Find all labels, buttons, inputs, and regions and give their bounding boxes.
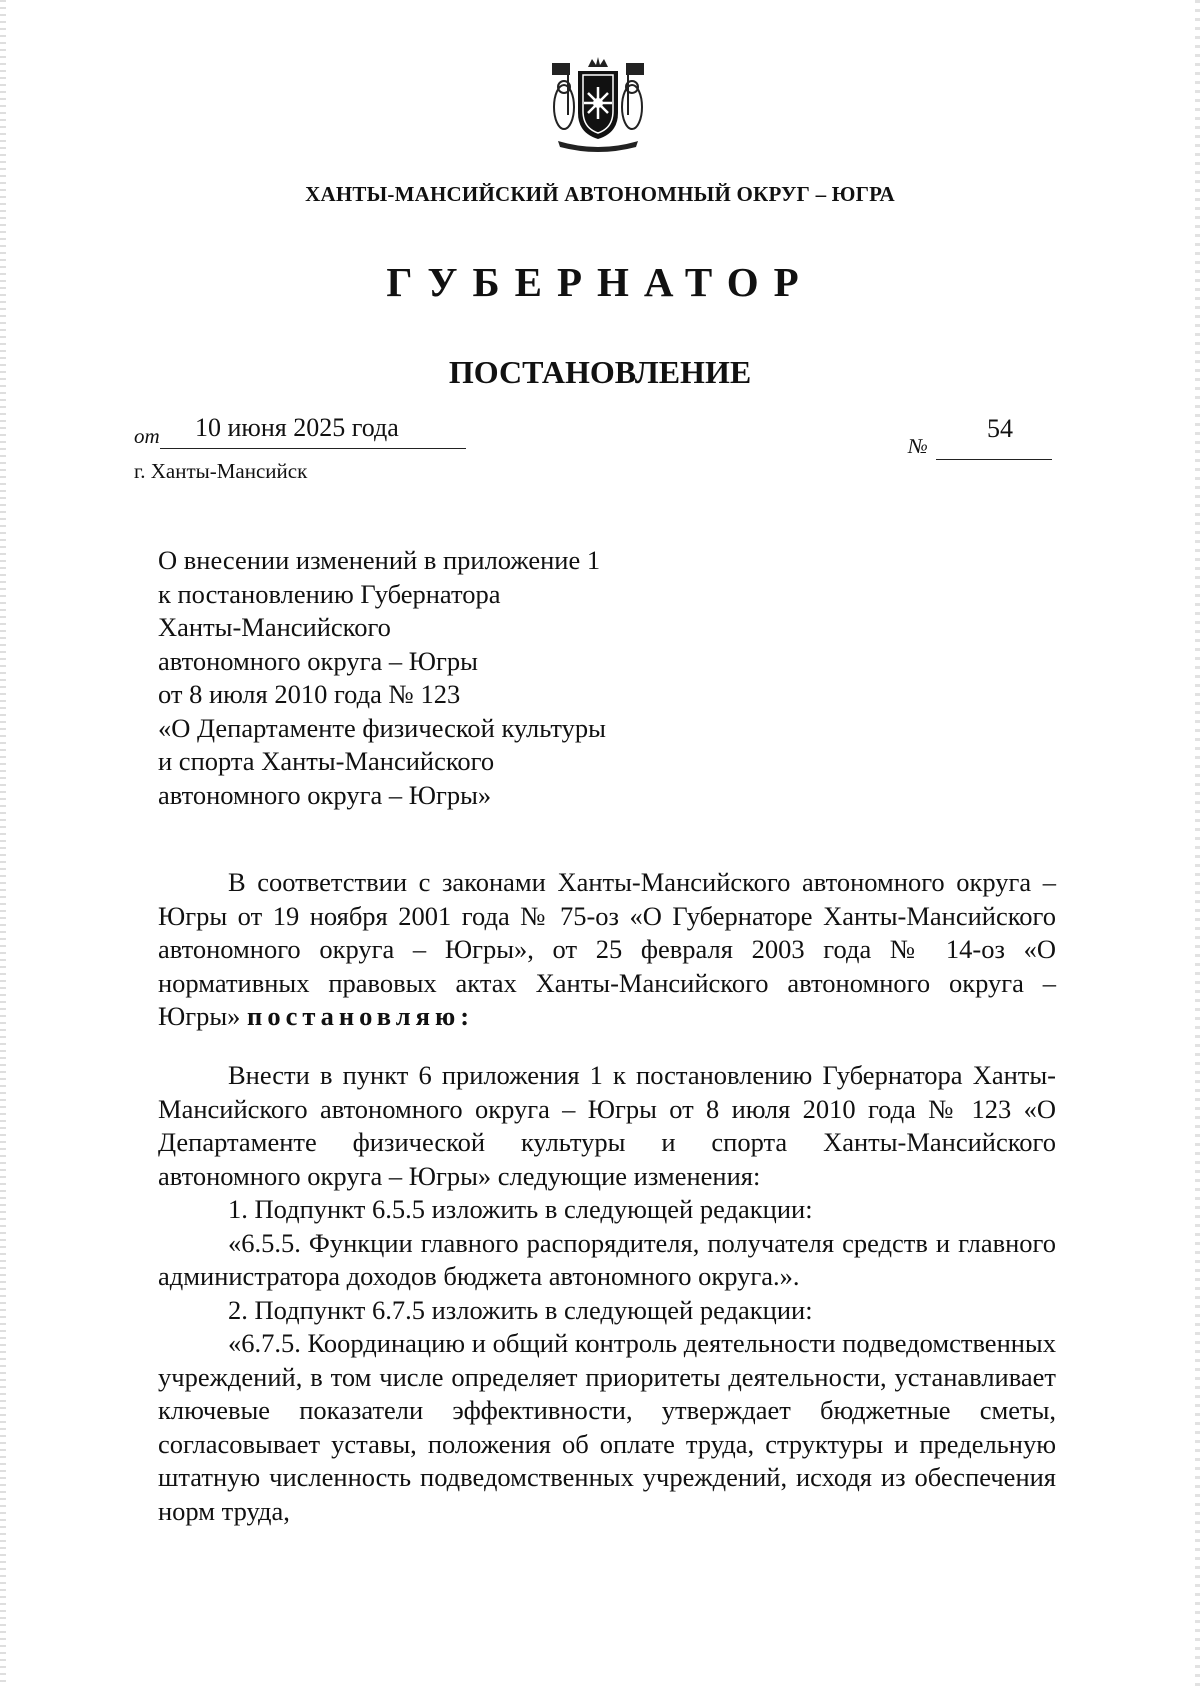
scan-edge-right bbox=[1195, 0, 1200, 1686]
subject-line: от 8 июля 2010 года № 123 bbox=[158, 679, 461, 709]
number-prefix: № bbox=[908, 434, 928, 458]
scan-edge-left bbox=[0, 0, 6, 1686]
region-title: ХАНТЫ-МАНСИЙСКИЙ АВТОНОМНЫЙ ОКРУГ – ЮГРА bbox=[305, 182, 895, 206]
decree-word: постановляю: bbox=[247, 1001, 475, 1031]
subject-line: автономного округа – Югры bbox=[158, 645, 478, 676]
subject-line: автономного округа – Югры» bbox=[158, 779, 492, 810]
subject-line: и спорта Ханты-Мансийского bbox=[158, 746, 495, 776]
coat-of-arms-icon bbox=[548, 55, 648, 155]
intro-paragraph: Внести в пункт 6 приложения 1 к постановлению Губернатора Ханты-Мансийского автономного округа – Югры от 8 июля 2010 года № 123 «О Департаменте физической культуры и спорта Ханты-Мансийского автономного округа – Югры» следующие изменения: bbox=[158, 1060, 1056, 1191]
document-number: 54 bbox=[987, 414, 1013, 443]
city: г. Ханты-Мансийск bbox=[134, 459, 308, 483]
document-type: ПОСТАНОВЛЕНИЕ bbox=[448, 354, 752, 390]
subject-line: О внесении изменений в приложение 1 bbox=[158, 545, 601, 575]
date-prefix: от bbox=[134, 424, 160, 448]
operative-part bbox=[158, 1059, 1056, 1528]
document-date: 10 июня 2025 года bbox=[195, 413, 399, 442]
item-2-text: «6.7.5. Координацию и общий контроль деятельности подведомственных учреждений, в том числе определяет приоритеты деятельности, устанавливает ключевые показатели эффективности, утверждает бюджетные сметы, согласовывает уставы, положения об оплате труда, структуры и предельную штатную численность подведомственных учреждений, исходя из обеспечения норм труда, bbox=[158, 1328, 1056, 1526]
item-1: 1. Подпункт 6.5.5 изложить в следующей редакции: bbox=[228, 1194, 813, 1224]
preamble bbox=[158, 866, 1056, 1034]
item-1-text: «6.5.5. Функции главного распорядителя, получателя средств и главного администратора доходов бюджета автономного округа.». bbox=[158, 1227, 1056, 1291]
subject-block bbox=[158, 544, 606, 812]
preamble-paragraph bbox=[158, 866, 1056, 1034]
authority-title: ГУБЕРНАТОР bbox=[386, 259, 814, 305]
subject-line: «О Департаменте физической культуры bbox=[158, 712, 606, 743]
preamble-text: В соответствии с законами Ханты-Мансийского автономного округа – Югры от 19 ноября 2001 года № 75-оз «О Губернаторе Ханты-Мансийского автономного округа – Югры», от 25 февраля 2003 года № 14-оз «О нормативных правовых актах Ханты-Мансийского автономного округа – Югры» bbox=[158, 867, 1056, 1031]
subject-line: Ханты-Мансийского bbox=[158, 612, 391, 642]
subject-line: к постановлению Губернатора bbox=[158, 578, 501, 609]
item-2: 2. Подпункт 6.7.5 изложить в следующей редакции: bbox=[228, 1294, 813, 1325]
